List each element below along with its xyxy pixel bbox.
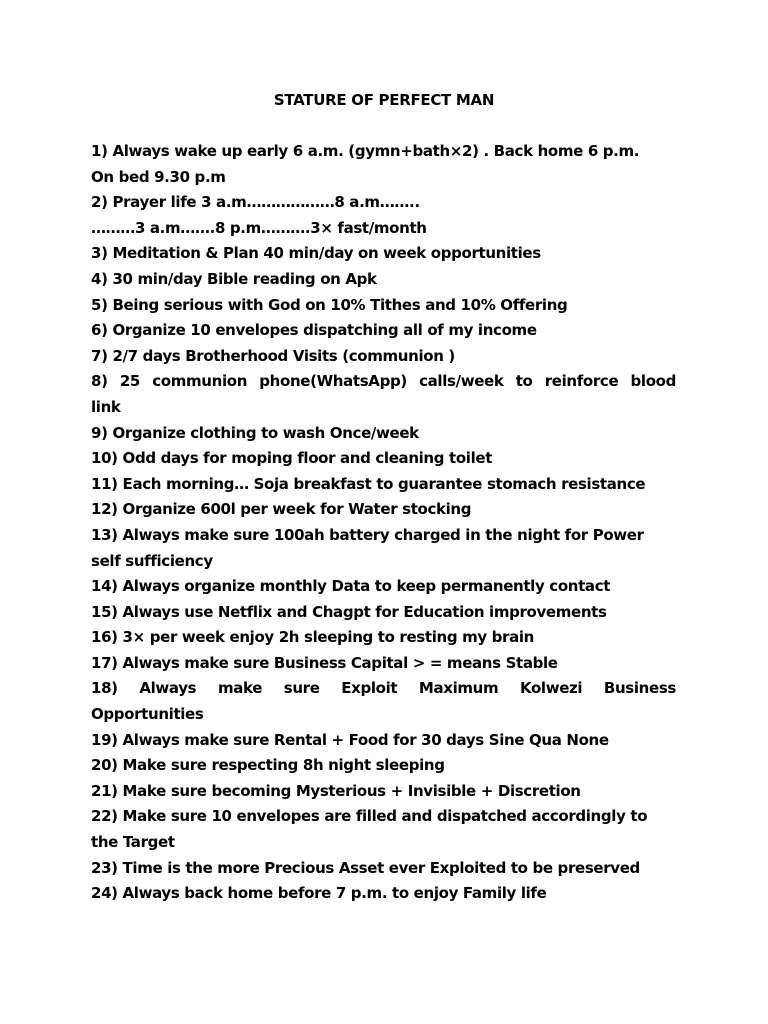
text-line: 1) Always wake up early 6 a.m. (gymn+bath×2) . Back home 6 p.m. — [91, 142, 640, 160]
text-line: 21) Make sure becoming Mysterious + Invisible + Discretion — [91, 781, 581, 800]
text-line: 4) 30 min/day Bible reading on Apk — [91, 269, 377, 288]
document-body — [91, 139, 676, 907]
text-line: Opportunities — [91, 705, 204, 724]
text-line: self sufficiency — [91, 551, 213, 570]
document-title: STATURE OF PERFECT MAN — [273, 91, 495, 109]
text-line: 22) Make sure 10 envelopes are filled and dispatched accordingly to — [91, 807, 648, 826]
text-line: 24) Always back home before 7 p.m. to enjoy Family life — [91, 884, 547, 903]
text-line: 18) Always make sure Exploit Maximum Kolwezi Business — [91, 679, 676, 698]
text-line: 5) Being serious with God on 10% Tithes and 10% Offering — [91, 295, 568, 314]
text-line: 23) Time is the more Precious Asset ever Exploited to be preserved — [91, 858, 640, 877]
text-line: 2) Prayer life 3 a.m………………8 a.m…….. — [91, 193, 420, 212]
text-line: 15) Always use Netflix and Chagpt for Education improvements — [91, 602, 607, 621]
text-line: 3) Meditation & Plan 40 min/day on week opportunities — [91, 244, 541, 263]
text-line: 16) 3× per week enjoy 2h sleeping to resting my brain — [91, 628, 534, 647]
text-line: 17) Always make sure Business Capital > = means Stable — [91, 653, 558, 672]
text-line: 12) Organize 600l per week for Water stocking — [91, 500, 472, 519]
text-line: the Target — [91, 833, 175, 852]
text-line: 13) Always make sure 100ah battery charged in the night for Power — [91, 525, 644, 544]
text-line: 6) Organize 10 envelopes dispatching all of my income — [91, 321, 537, 340]
text-line: 8) 25 communion phone(WhatsApp) calls/week to reinforce blood — [91, 372, 676, 391]
text-line: 10) Odd days for moping floor and cleaning toilet — [91, 449, 493, 468]
text-line: 11) Each morning… Soja breakfast to guarantee stomach resistance — [91, 474, 646, 493]
text-line: On bed 9.30 p.m — [91, 167, 226, 186]
text-line: 7) 2/7 days Brotherhood Visits (communion ) — [91, 346, 455, 365]
text-line: ………3 a.m…….8 p.m……….3× fast/month — [91, 218, 427, 237]
text-line: 9) Organize clothing to wash Once/week — [91, 423, 419, 442]
text-line: 14) Always organize monthly Data to keep permanently contact — [91, 577, 611, 596]
text-line: link — [91, 397, 121, 416]
text-line: 20) Make sure respecting 8h night sleeping — [91, 756, 445, 775]
text-line: 19) Always make sure Rental + Food for 30 days Sine Qua None — [91, 730, 609, 749]
